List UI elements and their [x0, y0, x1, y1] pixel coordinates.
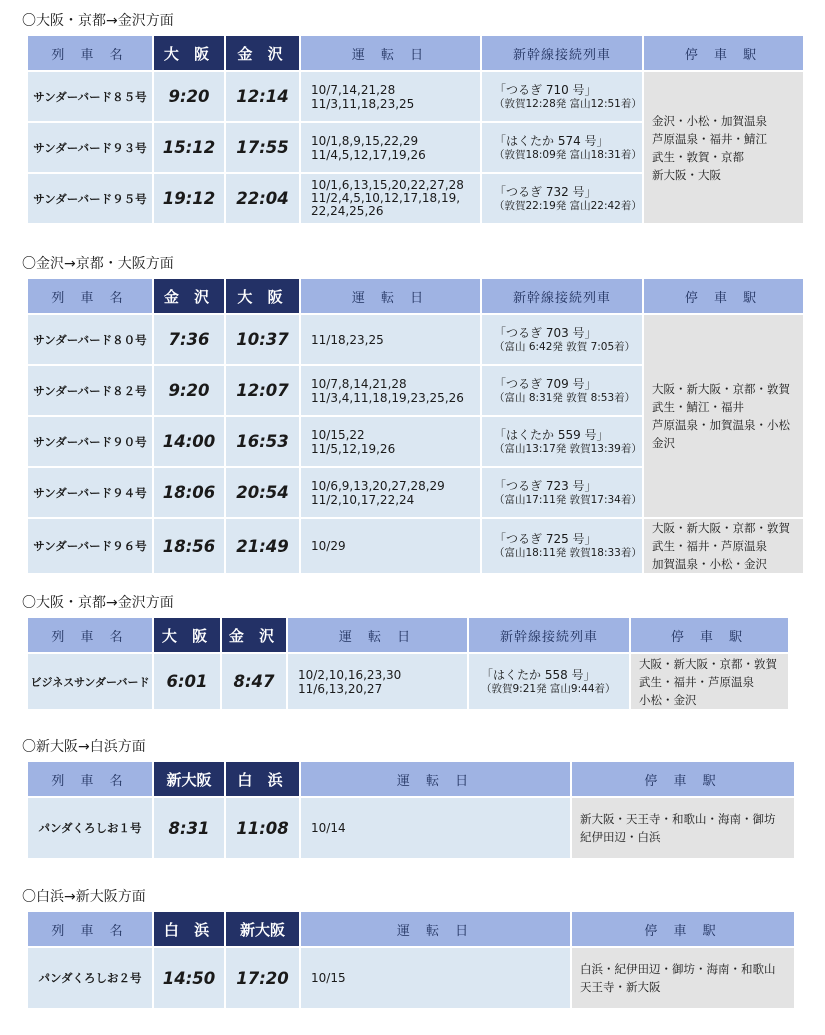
train-name: サンダーバード９４号: [28, 468, 152, 517]
header-stops: 停 車 駅: [572, 762, 794, 796]
arrival-time: 17:55: [226, 123, 299, 172]
header-operating-days: 運 転 日: [301, 36, 480, 70]
header-arrival: 金 沢: [226, 36, 299, 70]
header-stops: 停 車 駅: [572, 912, 794, 946]
departure-time: 14:50: [154, 948, 224, 1008]
train-name: サンダーバード８２号: [28, 366, 152, 415]
timetable: [26, 34, 805, 225]
connecting-train: 「つるぎ 710 号」 （敦賀12:28発 富山12:51着）: [482, 72, 642, 121]
connecting-train: 「はくたか 558 号」 （敦賀9:21発 富山9:44着）: [469, 654, 629, 709]
train-name: サンダーバード９３号: [28, 123, 152, 172]
operating-days: 10/15: [301, 948, 570, 1008]
train-name: サンダーバード９０号: [28, 417, 152, 466]
section-title: 〇大阪・京都→金沢方面: [22, 13, 174, 29]
header-departure: 白 浜: [154, 912, 224, 946]
connecting-train: 「つるぎ 732 号」 （敦賀22:19発 富山22:42着）: [482, 174, 642, 223]
connecting-train: 「つるぎ 709 号」 （富山 8:31発 敦賀 8:53着）: [482, 366, 642, 415]
operating-days: 10/29: [301, 519, 480, 573]
operating-days: 10/7,8,14,21,28 11/3,4,11,18,19,23,25,26: [301, 366, 480, 415]
header-operating-days: 運 転 日: [301, 762, 570, 796]
arrival-time: 22:04: [226, 174, 299, 223]
operating-days: 10/7,14,21,28 11/3,11,18,23,25: [301, 72, 480, 121]
section-osaka-kanazawa: [22, 12, 805, 225]
connecting-train: 「はくたか 559 号」 （富山13:17発 敦賀13:39着）: [482, 417, 642, 466]
departure-time: 9:20: [154, 366, 224, 415]
train-name: サンダーバード８５号: [28, 72, 152, 121]
header-train-name: 列 車 名: [28, 36, 152, 70]
section-title: 〇新大阪→白浜方面: [22, 739, 146, 755]
header-departure: 大 阪: [154, 36, 224, 70]
header-train-name: 列 車 名: [28, 762, 152, 796]
header-operating-days: 運 転 日: [288, 618, 467, 652]
timetable: [26, 910, 796, 1010]
timetable: [26, 277, 805, 575]
header-stops: 停 車 駅: [644, 279, 803, 313]
header-train-name: 列 車 名: [28, 618, 152, 652]
header-departure: 金 沢: [154, 279, 224, 313]
arrival-time: 21:49: [226, 519, 299, 573]
section-kanazawa-osaka: [22, 255, 805, 575]
train-name: パンダくろしお１号: [28, 798, 152, 858]
departure-time: 8:31: [154, 798, 224, 858]
header-departure: 新大阪: [154, 762, 224, 796]
departure-time: 7:36: [154, 315, 224, 364]
operating-days: 10/14: [301, 798, 570, 858]
operating-days: 11/18,23,25: [301, 315, 480, 364]
stops-list: 白浜・紀伊田辺・御坊・海南・和歌山 天王寺・新大阪: [572, 948, 794, 1008]
arrival-time: 20:54: [226, 468, 299, 517]
arrival-time: 17:20: [226, 948, 299, 1008]
train-name: サンダーバード９６号: [28, 519, 152, 573]
arrival-time: 12:07: [226, 366, 299, 415]
table-row: [28, 948, 794, 1008]
header-departure: 大 阪: [154, 618, 220, 652]
stops-list: 大阪・新大阪・京都・敦賀 武生・福井・芦原温泉 加賀温泉・小松・金沢: [644, 519, 803, 573]
departure-time: 18:06: [154, 468, 224, 517]
connecting-train: 「つるぎ 703 号」 （富山 6:42発 敦賀 7:05着）: [482, 315, 642, 364]
header-connection: 新幹線接続列車: [469, 618, 629, 652]
header-stops: 停 車 駅: [631, 618, 788, 652]
header-operating-days: 運 転 日: [301, 912, 570, 946]
section-title: 〇大阪・京都→金沢方面: [22, 595, 174, 611]
stops-list: 大阪・新大阪・京都・敦賀 武生・鯖江・福井 芦原温泉・加賀温泉・小松 金沢: [644, 315, 803, 517]
stops-list: 金沢・小松・加賀温泉 芦原温泉・福井・鯖江 武生・敦賀・京都 新大阪・大阪: [644, 72, 803, 223]
departure-time: 18:56: [154, 519, 224, 573]
table-row: [28, 315, 803, 364]
section-business-thunderbird: [22, 594, 790, 711]
operating-days: 10/15,22 11/5,12,19,26: [301, 417, 480, 466]
departure-time: 14:00: [154, 417, 224, 466]
connecting-train: 「つるぎ 725 号」 （富山18:11発 敦賀18:33着）: [482, 519, 642, 573]
timetable: [26, 760, 796, 860]
section-shirahama-shinosaka: [22, 888, 796, 1010]
header-connection: 新幹線接続列車: [482, 279, 642, 313]
header-train-name: 列 車 名: [28, 279, 152, 313]
operating-days: 10/1,8,9,15,22,29 11/4,5,12,17,19,26: [301, 123, 480, 172]
header-operating-days: 運 転 日: [301, 279, 480, 313]
train-name: ビジネスサンダーバード: [28, 654, 152, 709]
arrival-time: 8:47: [222, 654, 286, 709]
table-row: [28, 654, 788, 709]
section-title: 〇金沢→京都・大阪方面: [22, 256, 174, 272]
operating-days: 10/6,9,13,20,27,28,29 11/2,10,17,22,24: [301, 468, 480, 517]
train-name: サンダーバード８０号: [28, 315, 152, 364]
stops-list: 新大阪・天王寺・和歌山・海南・御坊 紀伊田辺・白浜: [572, 798, 794, 858]
departure-time: 15:12: [154, 123, 224, 172]
section-shinosaka-shirahama: [22, 738, 796, 860]
section-title: 〇白浜→新大阪方面: [22, 889, 146, 905]
arrival-time: 12:14: [226, 72, 299, 121]
header-train-name: 列 車 名: [28, 912, 152, 946]
arrival-time: 11:08: [226, 798, 299, 858]
operating-days: 10/1,6,13,15,20,22,27,28 11/2,4,5,10,12,17,18,19, 22,24,25,26: [301, 174, 480, 223]
header-arrival: 金 沢: [222, 618, 286, 652]
header-arrival: 新大阪: [226, 912, 299, 946]
header-connection: 新幹線接続列車: [482, 36, 642, 70]
table-row: [28, 72, 803, 121]
table-row: [28, 798, 794, 858]
header-arrival: 大 阪: [226, 279, 299, 313]
arrival-time: 10:37: [226, 315, 299, 364]
departure-time: 19:12: [154, 174, 224, 223]
departure-time: 6:01: [154, 654, 220, 709]
table-row: [28, 519, 803, 573]
train-name: パンダくろしお２号: [28, 948, 152, 1008]
connecting-train: 「つるぎ 723 号」 （富山17:11発 敦賀17:34着）: [482, 468, 642, 517]
arrival-time: 16:53: [226, 417, 299, 466]
stops-list: 大阪・新大阪・京都・敦賀 武生・福井・芦原温泉 小松・金沢: [631, 654, 788, 709]
train-name: サンダーバード９５号: [28, 174, 152, 223]
departure-time: 9:20: [154, 72, 224, 121]
header-arrival: 白 浜: [226, 762, 299, 796]
timetable: [26, 616, 790, 711]
operating-days: 10/2,10,16,23,30 11/6,13,20,27: [288, 654, 467, 709]
connecting-train: 「はくたか 574 号」 （敦賀18:09発 富山18:31着）: [482, 123, 642, 172]
header-stops: 停 車 駅: [644, 36, 803, 70]
